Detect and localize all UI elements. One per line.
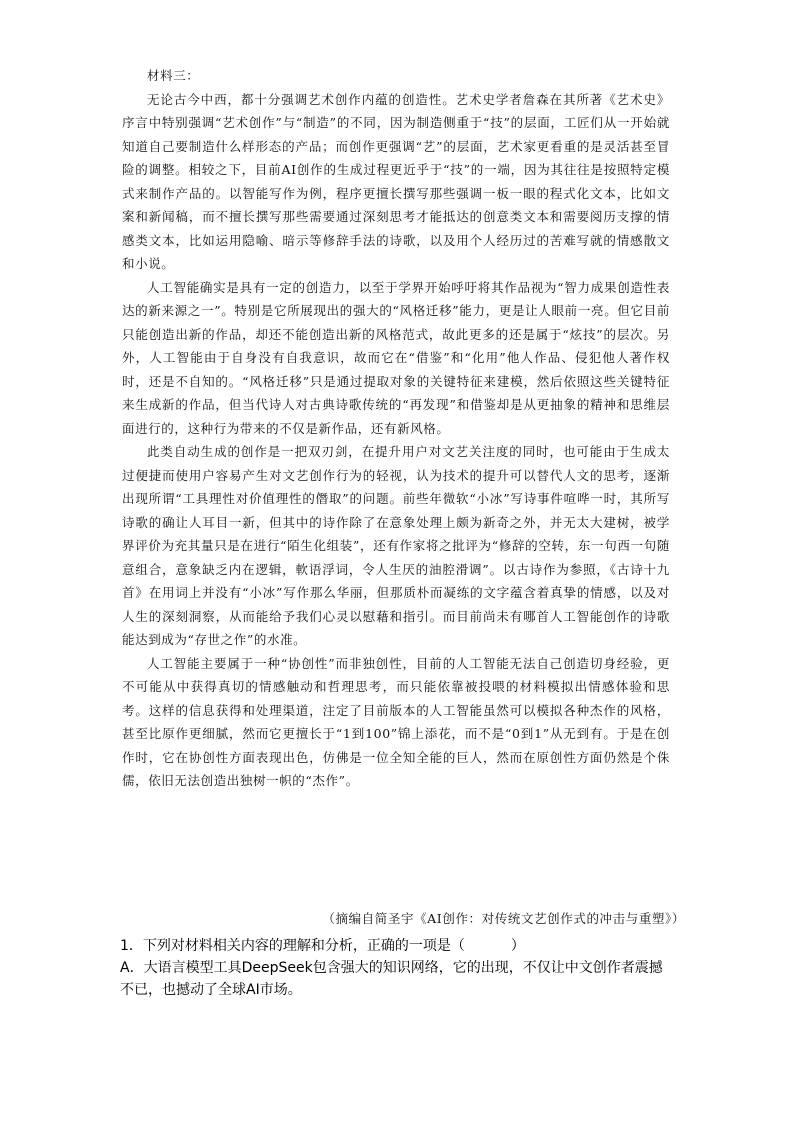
material-paragraph-1: 无论古今中西，都十分强调艺术创作内蕴的创造性。艺术史学者詹森在其所著《艺术史》序言中特别强调“艺术创作”与“制造”的不同，因为制造侧重于“技”的层面，工匠们从一开始就知道自己要制造什么样形态的产品；而创作更强调“艺”的层面，艺术家更看重的是灵活甚至冒险的调整。相较之下，目前AI创作的生成过程更近乎于“技”的一端，因为其往往是按照特定模式来制作产品的。以智能写作为例，程序更擅长撰写那些强调一板一眼的程式化文本，比如文案和新闻稿，而不擅长撰写那些需要通过深刻思考才能抵达的创意类文本和需要阅历支撑的情感类文本，比如运用隐喻、暗示等修辞手法的诗歌，以及用个人经历过的苦难写就的情感散文和小说。 bbox=[122, 91, 670, 271]
material-heading: 材料三： bbox=[147, 68, 200, 83]
material-paragraph-3: 此类自动生成的创作是一把双刃剑，在提升用户对文艺关注度的同时，也可能由于生成太过便捷而使用户容易产生对文艺创作行为的轻视，认为技术的提升可以替代人文的思考，逐渐出现所谓“工具理性对价值理性的僭取”的问题。前些年微软“小冰”写诗事件喧哗一时，其所写诗歌的确让人耳目一新，但其中的诗作除了在意象处理上颇为新奇之外，并无太大建树，被学界评价为充其量只是在进行“陌生化组装”，还有作家将之批评为“修辞的空转，东一句西一句随意组合，意象缺乏内在逻辑，軟语浮词，令人生厌的油腔滑调”。以古诗作为参照，《古诗十九首》在用词上并没有“小冰”写作那么华丽，但那质朴而凝练的文字蕴含着真挚的情感，以及对人生的深刻洞察，从而能给予我们心灵以慰藉和指引。而目前尚未有哪首人工智能创作的诗歌能达到成为“存世之作”的水准。 bbox=[122, 444, 670, 647]
option-a: A．大语言模型工具DeepSeek包含强大的知识网络，它的出现，不仅让中文创作者震撼不已，也撼动了全球AI市场。 bbox=[120, 960, 663, 998]
material-three-section bbox=[122, 64, 670, 793]
material-paragraph-4: 人工智能主要属于一种“协创性”而非独创性，目前的人工智能无法自己创造切身经验，更不可能从中获得真切的情感触动和哲理思考，而只能依靠被投喂的材料模拟出情感体验和思考。这样的信息获得和处理渠道，注定了目前版本的人工智能虽然可以模拟各种杰作的风格，甚至比原作更细腻，然而它更擅长于“1到100”锦上添花，而不是“0到1”从无到有。于是在创作时，它在协创性方面表现出色，仿佛是一位全知全能的巨人，然而在原创性方面仍然是个侏儒，依旧无法创造出独树一帜的“杰作”。 bbox=[122, 655, 670, 788]
material-source-citation: （摘编自简圣宇《AI创作：对传统文艺创作式的冲击与重塑》） bbox=[322, 911, 685, 926]
question-stem-text: 1．下列对材料相关内容的理解和分析，正确的一项是（ bbox=[120, 938, 465, 954]
material-paragraph-2: 人工智能确实是具有一定的创造力，以至于学界开始呼吁将其作品视为“智力成果创造性表达的新来源之一”。特别是它所展现出的强大的“风格迁移”能力，更是让人眼前一亮。但它目前只能创造出新的作品，却还不能创造出新的风格范式，故此更多的还是属于“炫技”的层次。另外，人工智能由于自身没有自我意识，故而它在“借鉴”和“化用”他人作品、侵犯他人著作权时，还是不自知的。“风格迁移”只是通过提取对象的关键特征来建模，然后依照这些关键特征来生成新的作品，但当代诗人对古典诗歌传统的“再发现”和借鉴却是从更抽象的精神和思维层面进行的，这种行为带来的不仅是新作品，还有新风格。 bbox=[122, 279, 670, 436]
question-stem bbox=[120, 935, 676, 957]
question-1 bbox=[120, 935, 676, 1001]
question-stem-close: ） bbox=[510, 938, 525, 954]
